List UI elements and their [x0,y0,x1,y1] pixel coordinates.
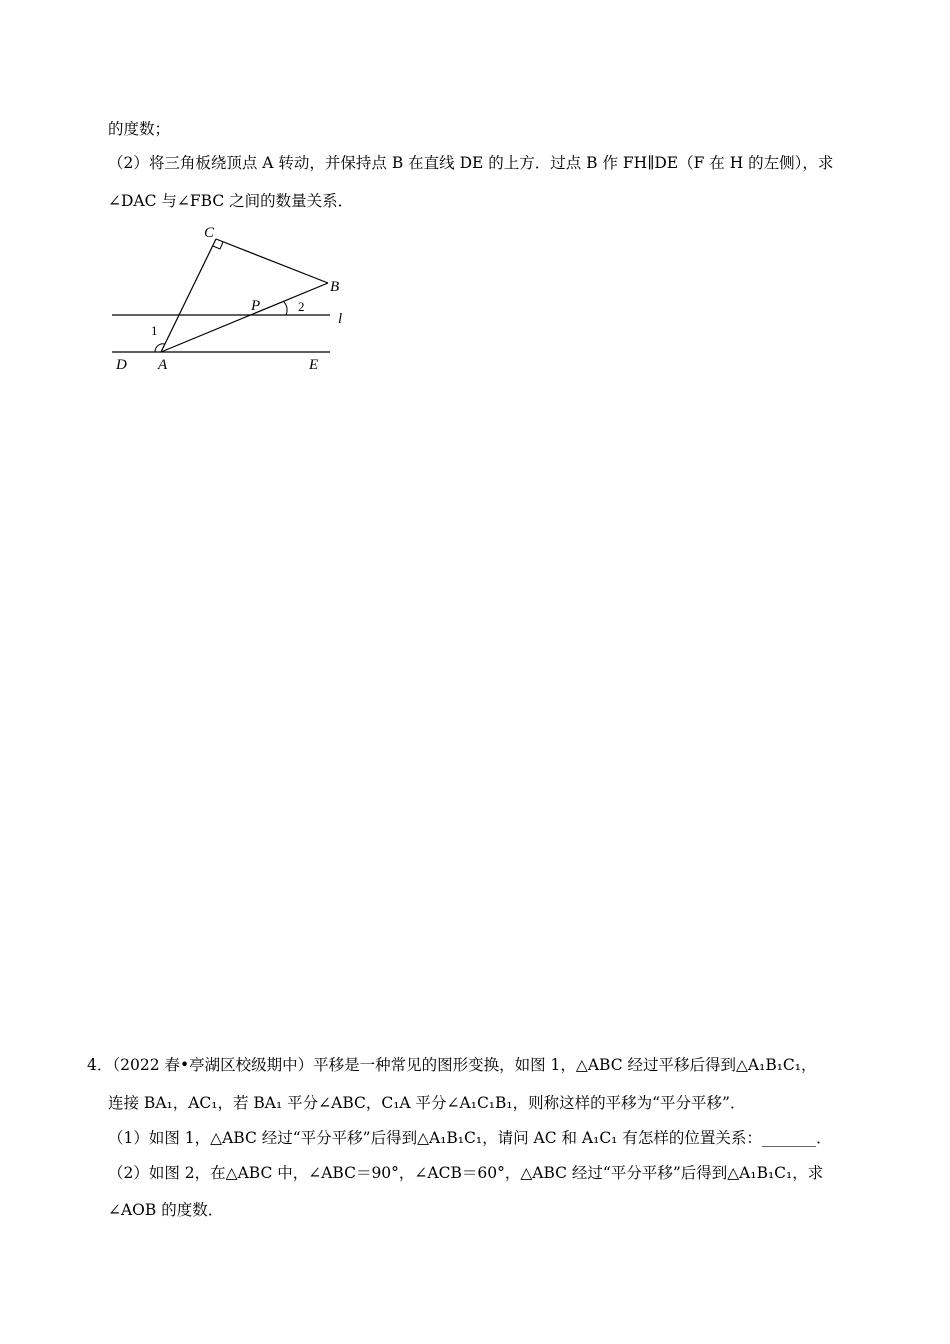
label-b: B [330,279,340,295]
label-a: A [158,357,168,373]
side-cb [216,239,328,283]
label-angle-2: 2 [298,299,305,314]
q4-text-line-3: （1）如图 1，△ABC 经过“平分平移”后得到△A₁B₁C₁，请问 AC 和 A₁C₁ 有怎样的位置关系：_______． [108,1129,832,1147]
label-l: l [338,311,343,327]
label-d: D [116,357,127,373]
label-angle-1: 1 [151,323,158,338]
side-ab [161,283,328,352]
label-c: C [204,225,215,241]
q4-text-line-5: ∠AOB 的度数． [108,1201,224,1219]
q4-text-line-1: 4．（2022 春•亭湖区校级期中）平移是一种常见的图形变换，如图 1，△ABC 经过平移后得到△A₁B₁C₁， [87,1056,817,1074]
q3-text-line-3: ∠DAC 与∠FBC 之间的数量关系． [108,192,354,210]
q3-text-line-1: 的度数； [108,120,171,138]
label-p: P [251,298,261,314]
angle-2-arc [283,301,287,315]
side-ac [161,239,216,352]
label-e: E [309,357,319,373]
geometry-figure [108,220,358,380]
q4-text-line-2: 连接 BA₁，AC₁，若 BA₁ 平分∠ABC，C₁A 平分∠A₁C₁B₁，则称这样的平移为“平分平移”． [108,1094,746,1112]
q3-text-line-2: （2）将三角板绕顶点 A 转动，并保持点 B 在直线 DE 的上方．过点 B 作 FH∥DE（F 在 H 的左侧），求 [108,154,834,172]
q4-text-line-4: （2）如图 2，在△ABC 中，∠ABC＝90°，∠ACB＝60°，△ABC 经过“平分平移”后得到△A₁B₁C₁，求 [108,1164,824,1182]
